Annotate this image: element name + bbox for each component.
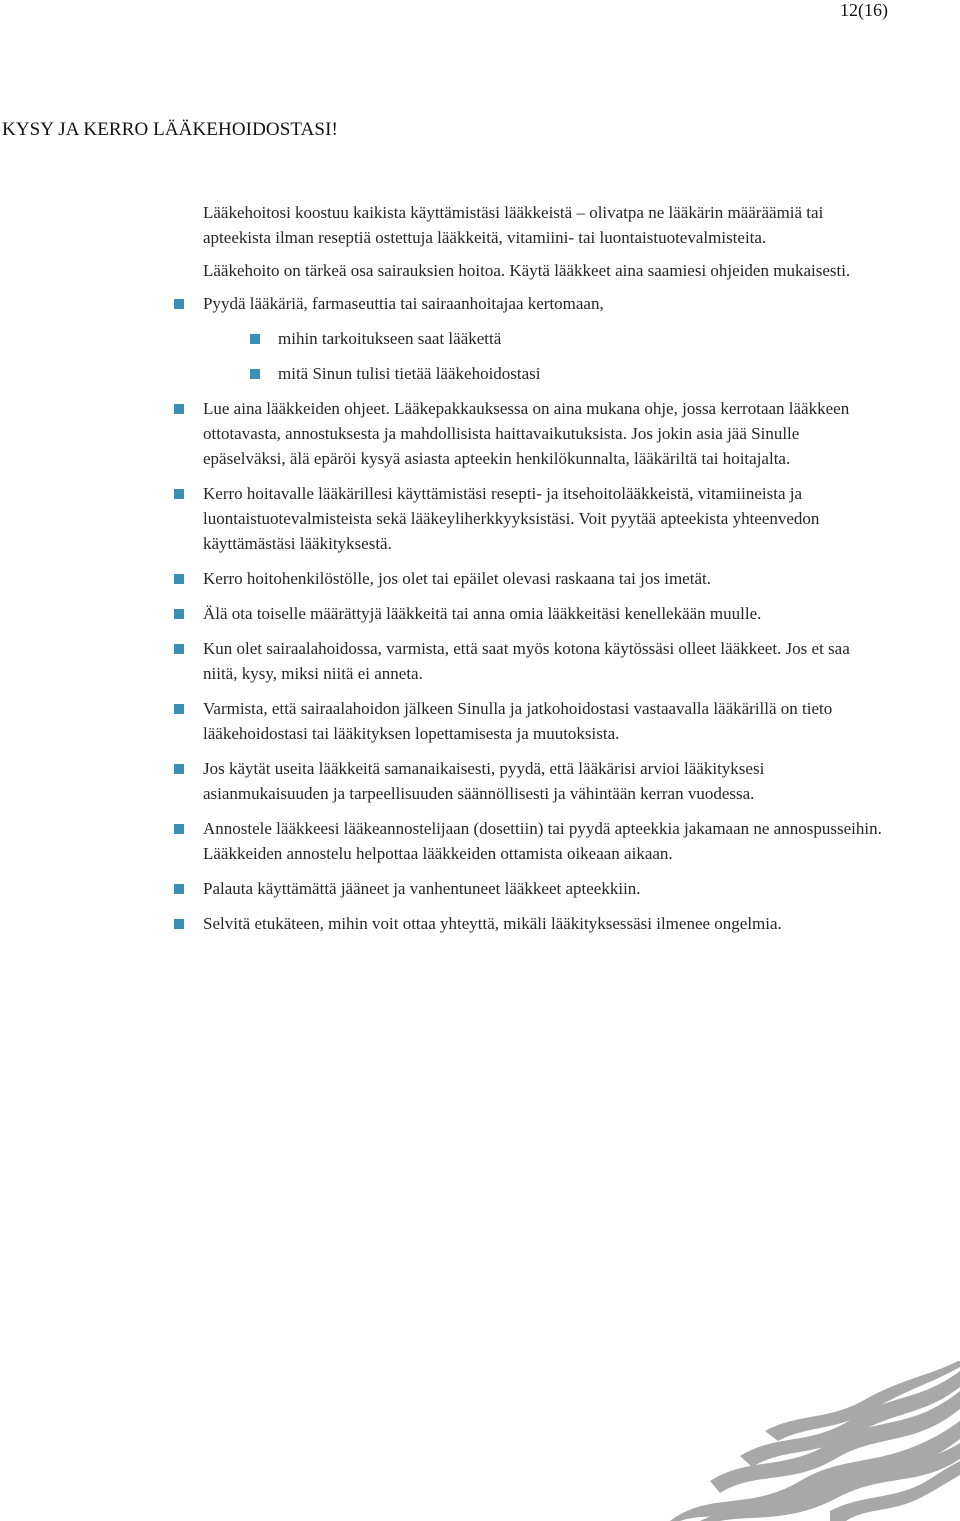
list-item <box>203 816 883 866</box>
sub-list-item-text: mitä Sinun tulisi tietää lääkehoidostasi <box>278 364 541 383</box>
square-bullet-icon <box>174 644 184 654</box>
sub-list-item-text: mihin tarkoitukseen saat lääkettä <box>278 329 502 348</box>
sub-list <box>278 326 883 386</box>
intro-paragraph: Lääkehoitosi koostuu kaikista käyttämistäsi lääkkeistä – olivatpa ne lääkärin määräämiä tai apteekista ilman reseptiä ostettuja lääkkeitä, vitamiini- tai luontaistuotevalmisteita. <box>203 203 824 247</box>
list-item <box>203 696 883 746</box>
list-item <box>203 601 883 626</box>
list-item-text: Lue aina lääkkeiden ohjeet. Lääkepakkauksessa on aina mukana ohje, jossa kerrotaan lääkkeen ottotavasta, annostuksesta ja mahdollisista haittavaikutuksista. Jos jokin asia jää Sinulle epäselväksi, älä epäröi kysyä asiasta apteekin henkilökunnalta, lääkäriltä tai hoitajalta. <box>203 399 850 468</box>
list-item-text: Jos käytät useita lääkkeitä samanaikaisesti, pyydä, että lääkärisi arvioi lääkityksesi asianmukaisuuden ja tarpeellisuuden säännöllisesti ja vähintään kerran vuodessa. <box>203 759 765 803</box>
list-item-text: Palauta käyttämättä jääneet ja vanhentuneet lääkkeet apteekkiin. <box>203 879 641 898</box>
page-number: 12(16) <box>840 0 888 20</box>
list-item <box>203 876 883 901</box>
list-item-text: Pyydä lääkäriä, farmaseuttia tai sairaanhoitajaa kertomaan, <box>203 294 604 313</box>
square-bullet-icon <box>250 334 260 344</box>
list-item-text: Annostele lääkkeesi lääkeannostelijaan (dosettiin) tai pyydä apteekkia jakamaan ne annospusseihin. Lääkkeiden annostelu helpottaa lääkkeiden ottamista oikeaan aikaan. <box>203 819 882 863</box>
square-bullet-icon <box>174 919 184 929</box>
wave-logo-icon <box>670 1361 960 1521</box>
bullet-list <box>203 291 883 936</box>
list-item-text: Kerro hoitavalle lääkärillesi käyttämistäsi resepti- ja itsehoitolääkkeistä, vitamiineista ja luontaistuotevalmisteista sekä lääkeyliherkkyyksistäsi. Voit pyytää apteekista yhteenvedon käyttämästäsi lääkityksestä. <box>203 484 820 553</box>
list-item-text: Varmista, että sairaalahoidon jälkeen Sinulla ja jatkohoidostasi vastaavalla lääkärillä on tieto lääkehoidostasi tai lääkityksen lopettamisesta ja muutoksista. <box>203 699 833 743</box>
list-item <box>203 756 883 806</box>
square-bullet-icon <box>174 764 184 774</box>
page-title: KYSY JA KERRO LÄÄKEHOIDOSTASI! <box>2 119 338 140</box>
list-item-text: Kerro hoitohenkilöstölle, jos olet tai epäilet olevasi raskaana tai jos imetät. <box>203 569 711 588</box>
list-item <box>203 481 883 556</box>
square-bullet-icon <box>174 404 184 414</box>
square-bullet-icon <box>250 369 260 379</box>
sub-list-item <box>278 361 883 386</box>
square-bullet-icon <box>174 704 184 714</box>
square-bullet-icon <box>174 884 184 894</box>
sub-list-item <box>278 326 883 351</box>
list-item <box>203 396 883 471</box>
main-content <box>203 200 883 946</box>
list-item <box>203 911 883 936</box>
list-item-text: Kun olet sairaalahoidossa, varmista, että saat myös kotona käytössäsi olleet lääkkeet. Jos et saa niitä, kysy, miksi niitä ei anneta. <box>203 639 850 683</box>
list-item-text: Älä ota toiselle määrättyjä lääkkeitä tai anna omia lääkkeitäsi kenellekään muulle. <box>203 604 762 623</box>
intro-paragraph: Lääkehoito on tärkeä osa sairauksien hoitoa. Käytä lääkkeet aina saamiesi ohjeiden mukaisesti. <box>203 261 851 280</box>
list-item <box>203 636 883 686</box>
list-item <box>203 291 883 386</box>
list-item-text: Selvitä etukäteen, mihin voit ottaa yhteyttä, mikäli lääkityksessäsi ilmenee ongelmia. <box>203 914 782 933</box>
intro <box>203 200 883 283</box>
square-bullet-icon <box>174 609 184 619</box>
square-bullet-icon <box>174 574 184 584</box>
square-bullet-icon <box>174 824 184 834</box>
square-bullet-icon <box>174 489 184 499</box>
list-item <box>203 566 883 591</box>
square-bullet-icon <box>174 299 184 309</box>
